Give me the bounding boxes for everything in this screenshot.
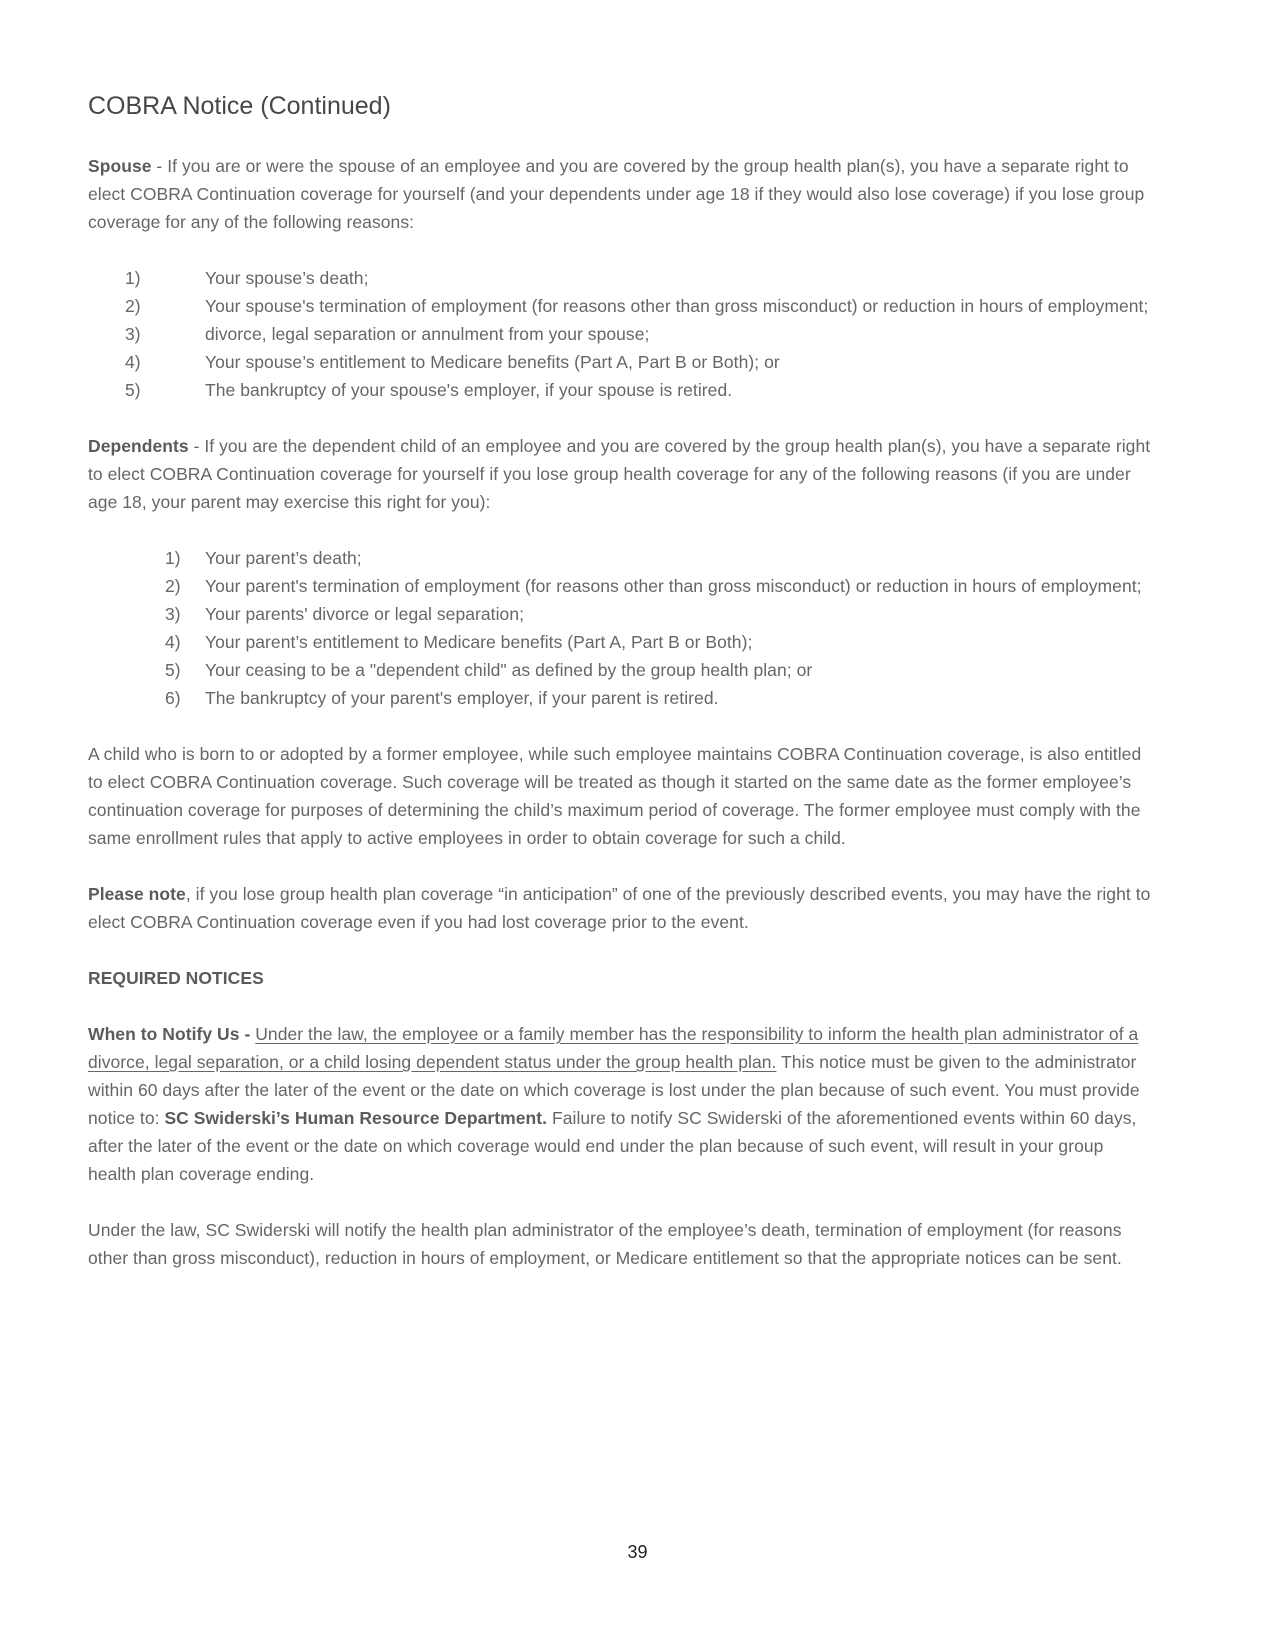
page-title: COBRA Notice (Continued) — [88, 92, 391, 120]
list-item-text: Your parents' divorce or legal separation; — [205, 604, 525, 624]
dependents-body: - If you are the dependent child of an employee and you are covered by the group health plan(s), you have a separate right to elect COBRA Continuation coverage for yourself if you lose group health coverage for any of the following reasons (if you are under age 18, your parent may exercise this right for you): — [88, 436, 1151, 512]
list-item-number: 3) — [125, 324, 141, 344]
spouse-lead: Spouse — [88, 156, 152, 176]
list-item — [88, 656, 1153, 684]
list-item-text: Your parent’s entitlement to Medicare benefits (Part A, Part B or Both); — [205, 632, 753, 652]
required-notices-heading: REQUIRED NOTICES — [88, 968, 264, 988]
list-item — [88, 292, 1153, 320]
dependents-paragraph — [88, 432, 1153, 516]
please-note-paragraph — [88, 880, 1153, 936]
list-item-number: 4) — [165, 632, 181, 652]
employer-notify-paragraph: Under the law, SC Swiderski will notify the health plan administrator of the employee’s death, termination of employment (for reasons other than gross misconduct), reduction in hours of employment, or Medicare entitlement so that the appropriate notices can be sent. — [88, 1220, 1122, 1268]
adopted-child-paragraph: A child who is born to or adopted by a former employee, while such employee maintains COBRA Continuation coverage, is also entitled to elect COBRA Continuation coverage. Such coverage will be treated as though it started on the same date as the former employee’s continuation coverage for purposes of determining the child’s maximum period of coverage. The former employee must comply with the same enrollment rules that apply to active employees in order to obtain coverage for such a child. — [88, 744, 1142, 848]
list-item-text: Your ceasing to be a "dependent child" as defined by the group health plan; or — [205, 660, 813, 680]
list-item-number: 3) — [165, 604, 181, 624]
when-to-notify-paragraph — [88, 1020, 1153, 1188]
list-item-text: divorce, legal separation or annulment from your spouse; — [205, 324, 650, 344]
list-item-text: Your parent's termination of employment (for reasons other than gross misconduct) or reduction in hours of employment; — [205, 576, 1142, 596]
spouse-reasons-list — [88, 264, 1153, 404]
hr-department-bold: SC Swiderski’s Human Resource Department. — [164, 1108, 548, 1128]
dependents-lead: Dependents — [88, 436, 189, 456]
list-item-text: Your spouse's termination of employment (for reasons other than gross misconduct) or reduction in hours of employment; — [205, 296, 1149, 316]
please-note-body: , if you lose group health plan coverage “in anticipation” of one of the previously described events, you may have the right to elect COBRA Continuation coverage even if you had lost coverage prior to the event. — [88, 884, 1151, 932]
list-item-text: Your spouse’s death; — [205, 268, 369, 288]
list-item-number: 4) — [125, 352, 141, 372]
list-item — [88, 572, 1153, 600]
list-item-number: 5) — [125, 380, 141, 400]
page-number: 39 — [627, 1542, 648, 1562]
list-item — [88, 684, 1153, 712]
when-to-notify-tail: Failure to notify SC Swiderski of the aforementioned events within 60 days, after the later of the event or the date on which coverage would end under the plan because of such event, will result in your group health plan coverage ending. — [88, 1108, 1137, 1184]
list-item — [88, 628, 1153, 656]
list-item-number: 2) — [165, 576, 181, 596]
list-item-text: The bankruptcy of your parent's employer, if your parent is retired. — [205, 688, 719, 708]
list-item — [88, 544, 1153, 572]
list-item-text: Your parent’s death; — [205, 548, 362, 568]
list-item-text: The bankruptcy of your spouse's employer, if your spouse is retired. — [205, 380, 733, 400]
list-item-number: 2) — [125, 296, 141, 316]
list-item-number: 1) — [165, 548, 181, 568]
when-to-notify-underlined: Under the law, the employee or a family member has the responsibility to inform the health plan administrator of a divorce, legal separation, or a child losing dependent status under the group health plan. — [88, 1024, 1139, 1072]
please-note-lead: Please note — [88, 884, 186, 904]
list-item — [88, 320, 1153, 348]
spouse-paragraph — [88, 152, 1153, 236]
when-to-notify-middle: This notice must be given to the administrator within 60 days after the later of the event or the date on which coverage is lost under the plan because of such event. You must provide notice to: — [88, 1052, 1140, 1128]
list-item-number: 6) — [165, 688, 181, 708]
list-item-number: 1) — [125, 268, 141, 288]
list-item — [88, 600, 1153, 628]
list-item-text: Your spouse’s entitlement to Medicare benefits (Part A, Part B or Both); or — [205, 352, 780, 372]
spouse-body: - If you are or were the spouse of an employee and you are covered by the group health plan(s), you have a separate right to elect COBRA Continuation coverage for yourself (and your dependents under age 18 if they would also lose coverage) if you lose group coverage for any of the following reasons: — [88, 156, 1145, 232]
list-item-number: 5) — [165, 660, 181, 680]
dependents-reasons-list — [88, 544, 1153, 712]
list-item — [88, 264, 1153, 292]
when-to-notify-lead: When to Notify Us - — [88, 1024, 256, 1044]
list-item — [88, 376, 1153, 404]
list-item — [88, 348, 1153, 376]
